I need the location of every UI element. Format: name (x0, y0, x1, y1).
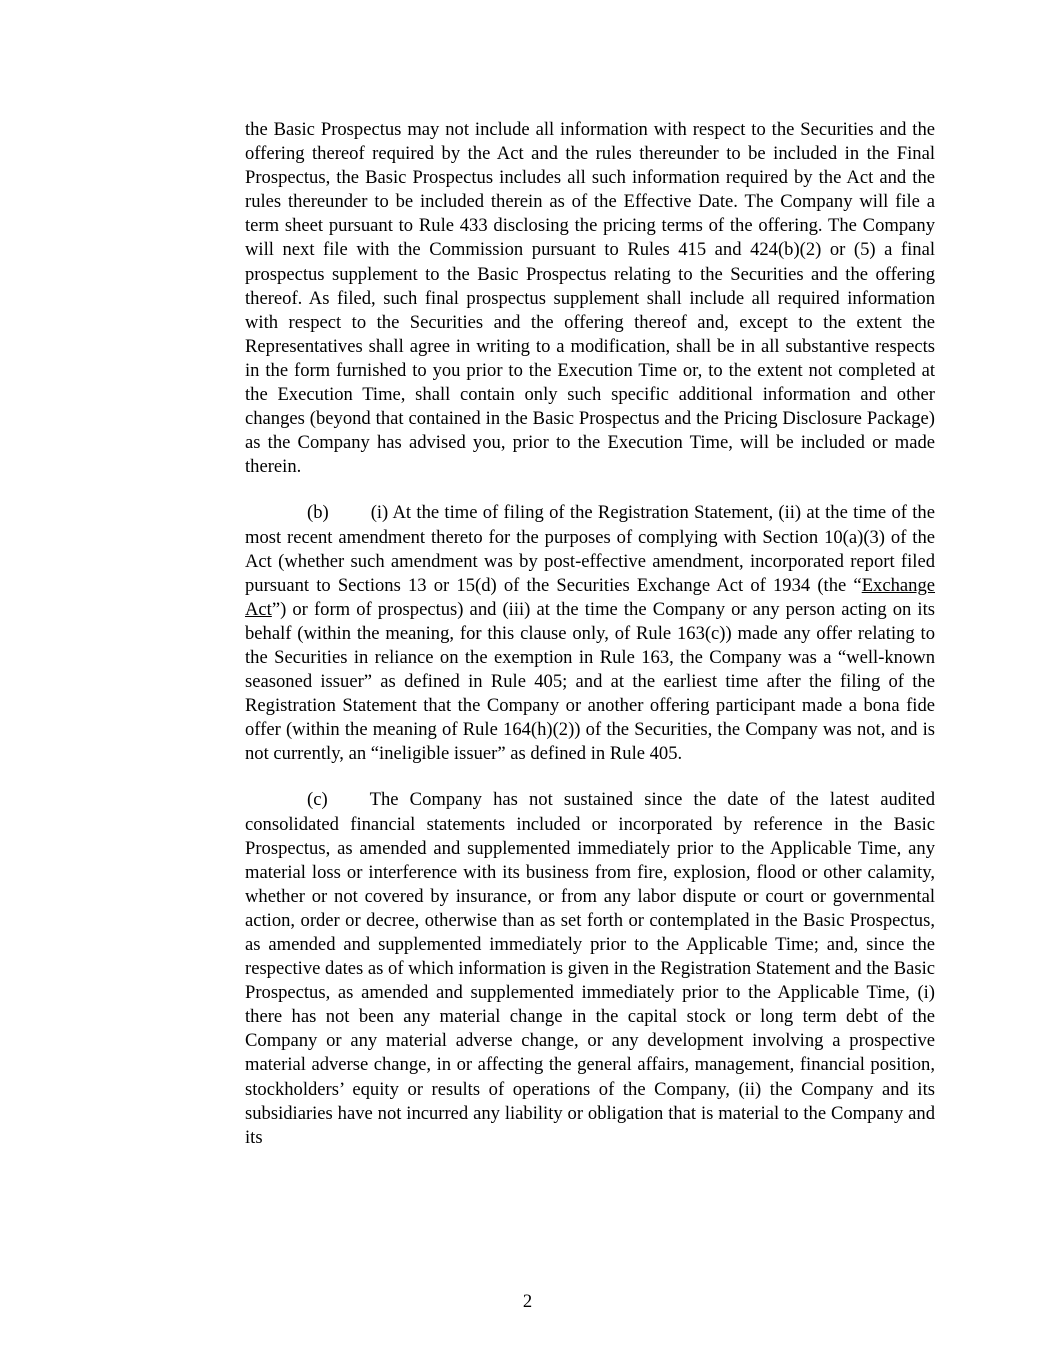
paragraph-text-before-term: (i) At the time of filing of the Registration Statement, (ii) at the time of the most recent amendment thereto for the purposes of complying with Section 10(a)(3) of the Act (whether such amendment was by post-effective amendment, incorporated report filed pursuant to Sections 13 or 15(d) of the Securities Exchange Act of 1934 (the “ (245, 502, 935, 596)
paragraph-continuation (245, 118, 935, 479)
page-number: 2 (522, 1291, 533, 1312)
paragraph-b (245, 501, 935, 766)
paragraph-c (245, 788, 935, 1149)
paragraph-text-after-term: ”) or form of prospectus) and (iii) at the time the Company or any person acting on its behalf (within the meaning, for this clause only, of Rule 163(c)) made any offer relating to the Securities in reliance on the exemption in Rule 163, the Company was a “well-known seasoned issuer” as defined in Rule 405; and at the earliest time after the filing of the Registration Statement that the Company or another offering participant made a bona fide offer (within the meaning of Rule 164(h)(2)) of the Securities, the Company was not, and is not currently, an “ineligible issuer” as defined in Rule 405. (245, 598, 935, 765)
page-body (245, 118, 935, 1150)
paragraph-text: The Company has not sustained since the date of the latest audited consolidated financial statements included or incorporated by reference in the Basic Prospectus, as amended and supplemented immediately prior to the Applicable Time, any material loss or interference with its business from fire, explosion, flood or other calamity, whether or not covered by insurance, or from any labor dispute or court or governmental action, order or decree, otherwise than as set forth or contemplated in the Basic Prospectus, as amended and supplemented immediately prior to the Applicable Time; and, since the respective dates as of which information is given in the Registration Statement and the Basic Prospectus, as amended and supplemented immediately prior to the Applicable Time, (i) there has not been any material change in the capital stock or long term debt of the Company or any material adverse change, or any development involving a prospective material adverse change, in or affecting the general affairs, management, financial position, stockholders’ equity or results of operations of the Company, (ii) the Company and its subsidiaries have not incurred any liability or obligation that is material to the Company and its (245, 789, 935, 1148)
paragraph-label-b: (b) (307, 502, 329, 524)
defined-term-exchange-act: Exchange Act (245, 574, 935, 620)
paragraph-text: the Basic Prospectus may not include all information with respect to the Securities and the offering thereof required by the Act and the rules thereunder to be included in the Final Prospectus, the Basic Prospectus includes all such information required by the Act and the rules thereunder to be included therein as of the Effective Date. The Company will file a term sheet pursuant to Rule 433 disclosing the pricing terms of the offering. The Company will next file with the Commission pursuant to Rules 415 and 424(b)(2) or (5) a final prospectus supplement to the Basic Prospectus relating to the Securities and the offering thereof. As filed, such final prospectus supplement shall include all required information with respect to the Securities and the offering thereof and, except to the extent the Representatives shall agree in writing to a modification, shall be in all substantive respects in the form furnished to you prior to the Execution Time or, to the extent not completed at the Execution Time, shall contain only such specific additional information and other changes (beyond that contained in the Basic Prospectus and the Pricing Disclosure Package) as the Company has advised you, prior to the Execution Time, will be included or made therein. (245, 119, 935, 478)
paragraph-label-c: (c) (307, 789, 328, 811)
